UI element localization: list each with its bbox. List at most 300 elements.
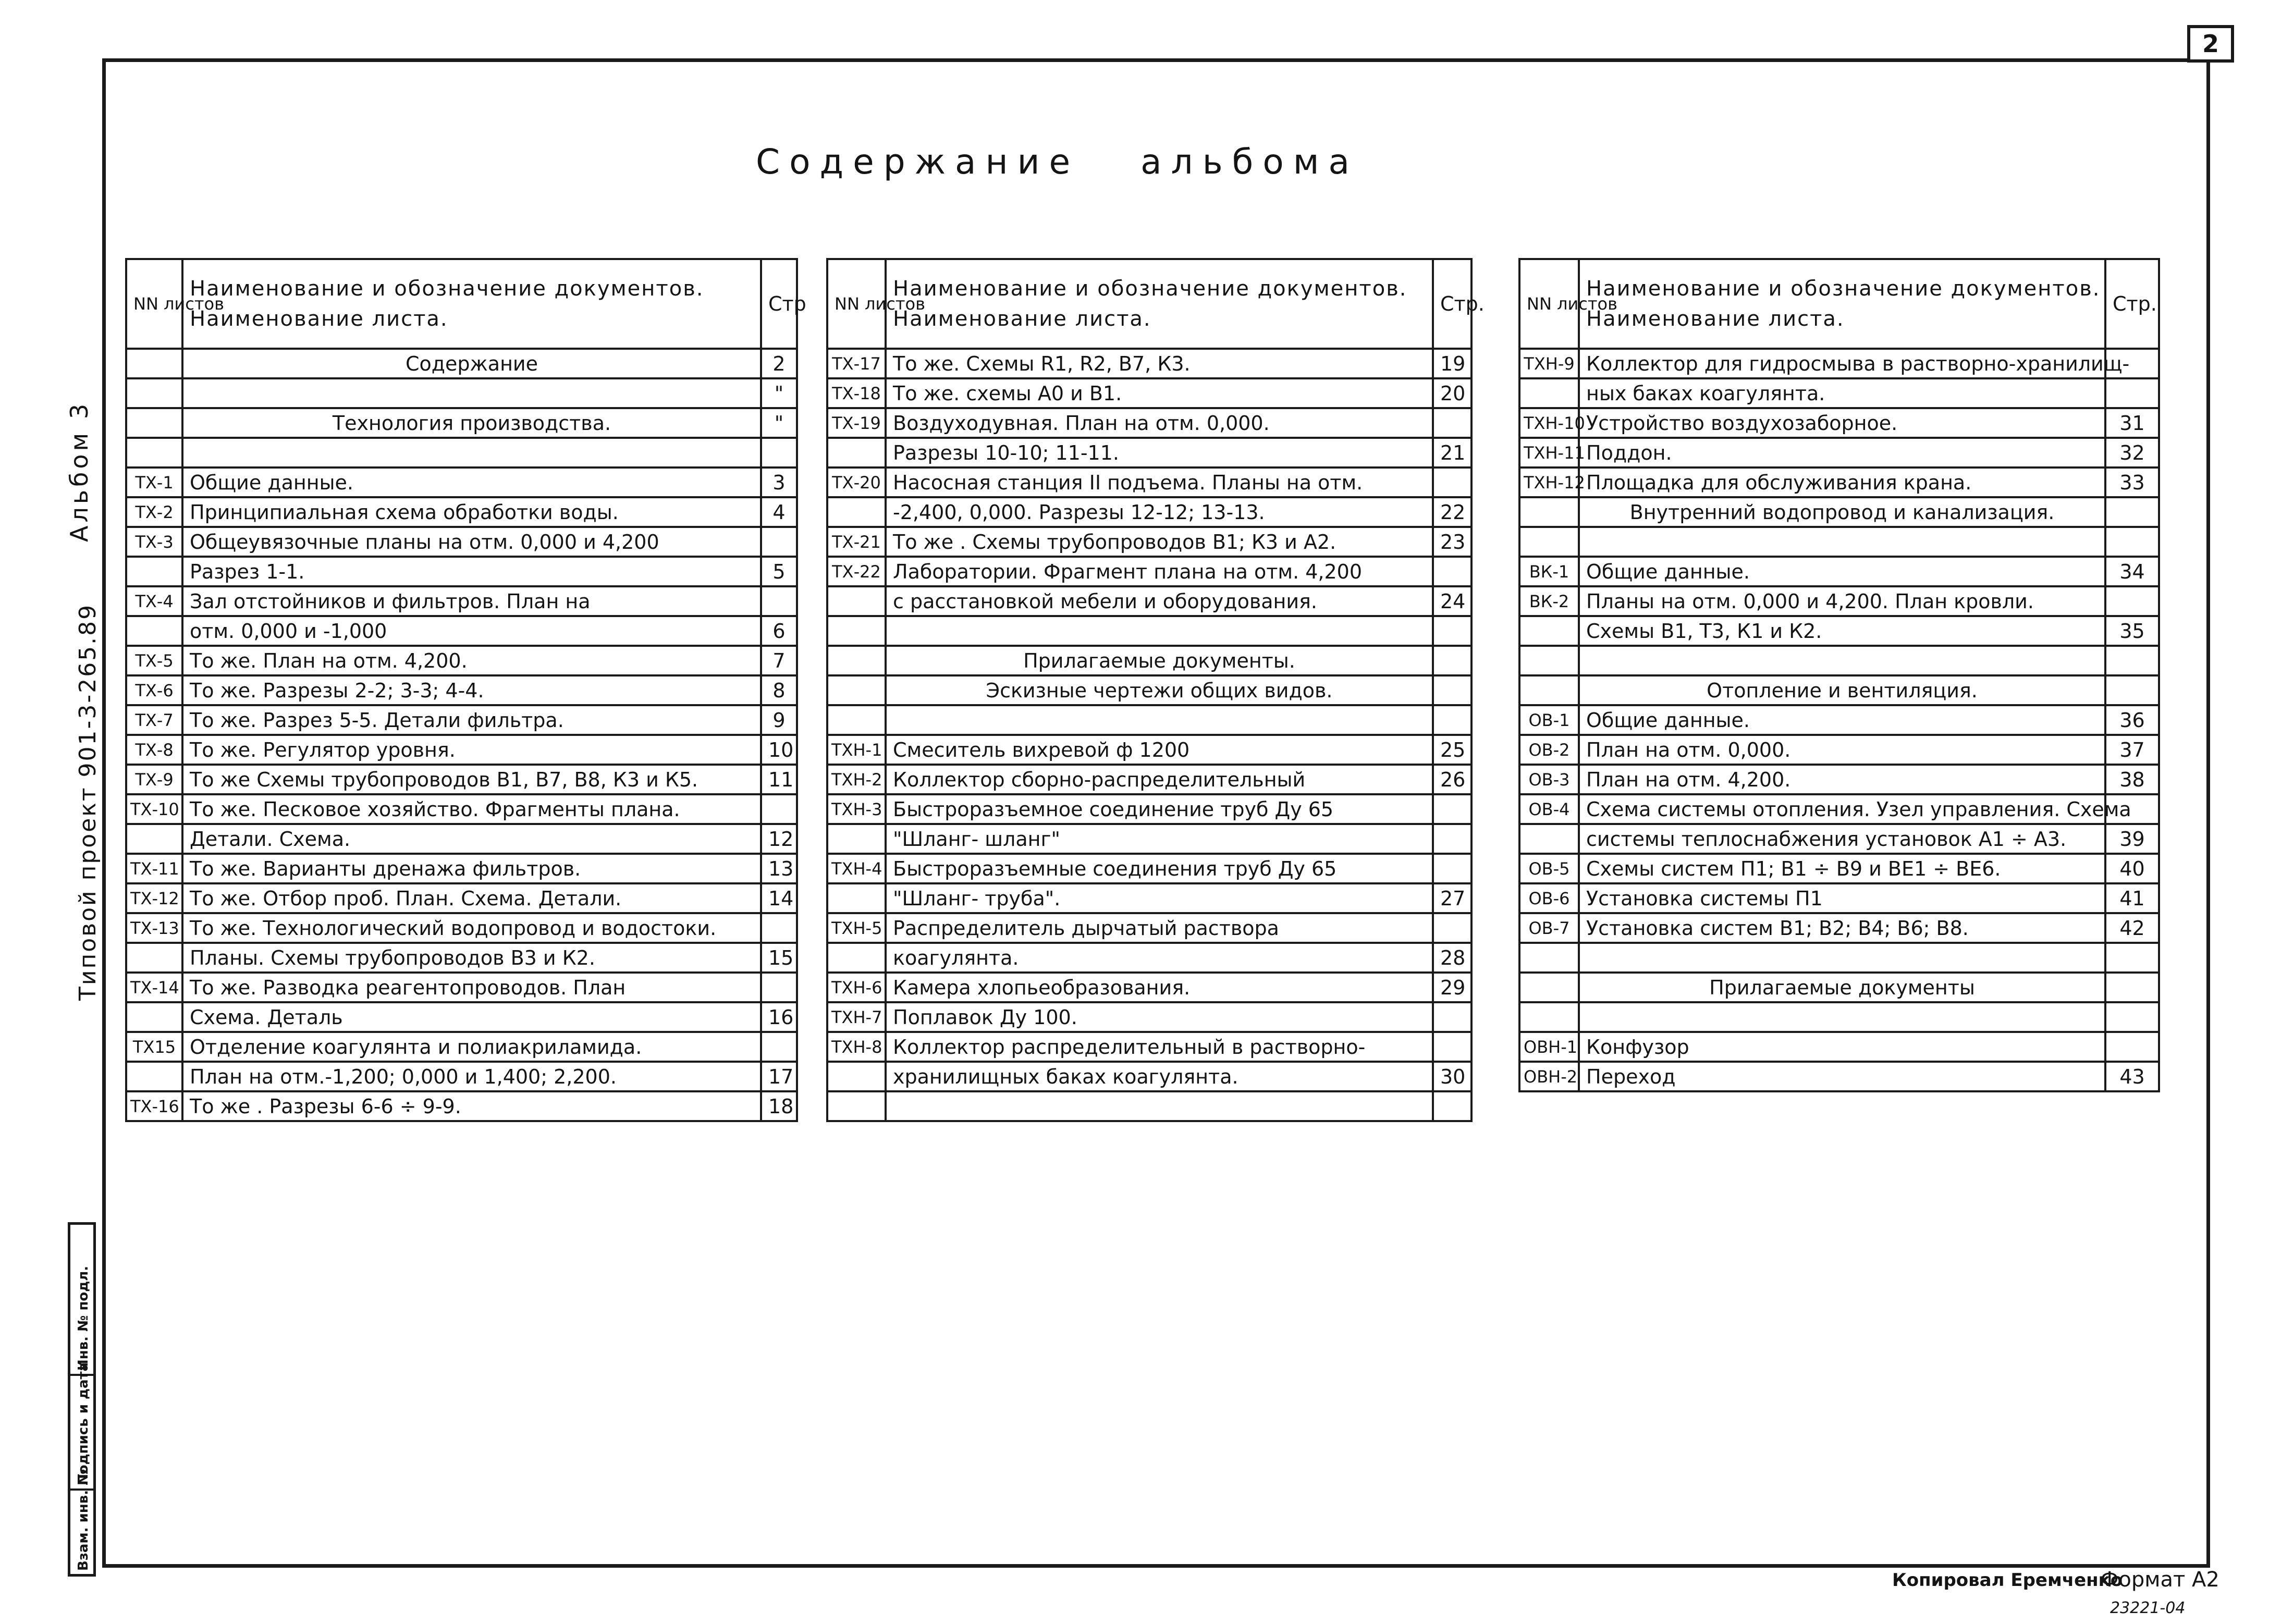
sheet-code-cell: ОВН-2 bbox=[1519, 1062, 1579, 1091]
sheet-code-cell: ТХН-7 bbox=[827, 1002, 886, 1032]
page-number-cell: 31 bbox=[2105, 408, 2159, 438]
sheet-name-cell: Принципиальная схема обработки воды. bbox=[182, 497, 761, 527]
sheet-code-cell: ТХН-4 bbox=[827, 854, 886, 883]
page-number-cell bbox=[1433, 408, 1471, 438]
sheet-name-cell: Распределитель дырчатый раствора bbox=[886, 913, 1433, 943]
sheet-code-cell: ТХ-12 bbox=[126, 883, 182, 913]
sheet-name-cell: Разрез 1-1. bbox=[182, 557, 761, 586]
table-row bbox=[126, 794, 797, 824]
sheet-name-cell: Площадка для обслуживания крана. bbox=[1579, 467, 2105, 497]
table-row bbox=[827, 408, 1471, 438]
sheet-name-cell: Установка систем В1; В2; В4; В6; В8. bbox=[1579, 913, 2105, 943]
sheet-name-cell: То же. Регулятор уровня. bbox=[182, 735, 761, 765]
sheet-name-cell: Конфузор bbox=[1579, 1032, 2105, 1062]
page-number-cell bbox=[1433, 646, 1471, 675]
page-number-cell bbox=[2105, 1032, 2159, 1062]
table-row bbox=[126, 497, 797, 527]
table-row bbox=[126, 349, 797, 378]
sheet-code-cell: ТХ-5 bbox=[126, 646, 182, 675]
page-number-cell: 16 bbox=[761, 1002, 797, 1032]
header-name: Наименование и обозначение документов. Наименование листа. bbox=[182, 259, 761, 349]
table-row bbox=[126, 854, 797, 883]
page-number-cell: 39 bbox=[2105, 824, 2159, 854]
table-row bbox=[126, 646, 797, 675]
sheet-name-cell: Планы. Схемы трубопроводов В3 и К2. bbox=[182, 943, 761, 973]
sheet-name-cell: То же. Разводка реагентопроводов. План bbox=[182, 973, 761, 1002]
header-nn: NN листов bbox=[126, 259, 182, 349]
table-row bbox=[126, 1062, 797, 1091]
table-row bbox=[1519, 675, 2159, 705]
sheet-code-cell: ОВ-2 bbox=[1519, 735, 1579, 765]
table-row bbox=[827, 794, 1471, 824]
sheet-code-cell: ТХ-13 bbox=[126, 913, 182, 943]
header-page: Стр bbox=[761, 259, 797, 349]
sheet-code-cell bbox=[126, 1062, 182, 1091]
table-row bbox=[1519, 408, 2159, 438]
sheet-code-cell: ТХН-5 bbox=[827, 913, 886, 943]
page-number-cell: 43 bbox=[2105, 1062, 2159, 1091]
sheet-name-cell: То же Схемы трубопроводов В1, В7, В8, К3 и К5. bbox=[182, 765, 761, 794]
sheet-code-cell: ТХН-1 bbox=[827, 735, 886, 765]
sheet-code-cell: ТХ-17 bbox=[827, 349, 886, 378]
sheet-code-cell: ТХ15 bbox=[126, 1032, 182, 1062]
sheet-name-cell: отм. 0,000 и -1,000 bbox=[182, 616, 761, 646]
sheet-code-cell bbox=[827, 1091, 886, 1121]
sheet-name-cell: Воздуходувная. План на отм. 0,000. bbox=[886, 408, 1433, 438]
table-row bbox=[126, 765, 797, 794]
header-page: Стр. bbox=[1433, 259, 1471, 349]
sheet-name-cell: -2,400, 0,000. Разрезы 12-12; 13-13. bbox=[886, 497, 1433, 527]
sheet-code-cell: ОВ-3 bbox=[1519, 765, 1579, 794]
page-number-cell: 8 bbox=[761, 675, 797, 705]
sheet-code-cell: ТХН-12 bbox=[1519, 467, 1579, 497]
table-row bbox=[827, 675, 1471, 705]
sheet-name-cell: То же. Песковое хозяйство. Фрагменты плана. bbox=[182, 794, 761, 824]
table-row bbox=[1519, 794, 2159, 824]
sheet-name-cell: Переход bbox=[1579, 1062, 2105, 1091]
sheet-code-cell: ТХ-18 bbox=[827, 378, 886, 408]
sheet-name-cell: Общие данные. bbox=[1579, 557, 2105, 586]
sheet-name-cell: Разрезы 10-10; 11-11. bbox=[886, 438, 1433, 467]
page-number-cell: 42 bbox=[2105, 913, 2159, 943]
sheet-name-cell: Лаборатории. Фрагмент плана на отм. 4,200 bbox=[886, 557, 1433, 586]
stamp-cell bbox=[70, 1469, 93, 1574]
table-row bbox=[126, 705, 797, 735]
sheet-name-cell: То же. схемы А0 и В1. bbox=[886, 378, 1433, 408]
page-number-cell bbox=[2105, 527, 2159, 557]
page-number-cell: " bbox=[761, 378, 797, 408]
page-number-cell: 14 bbox=[761, 883, 797, 913]
sheet-name-cell: Установка системы П1 bbox=[1579, 883, 2105, 913]
contents-table-1 bbox=[125, 258, 806, 1122]
table-row bbox=[126, 1091, 797, 1121]
sheet-name-cell: "Шланг- шланг" bbox=[886, 824, 1433, 854]
contents-table-3 bbox=[1518, 258, 2160, 1092]
page-number-cell: 23 bbox=[1433, 527, 1471, 557]
page-number-cell: " bbox=[761, 408, 797, 438]
page-number-cell: 3 bbox=[761, 467, 797, 497]
sheet-code-cell bbox=[126, 616, 182, 646]
sheet-name-cell bbox=[1579, 1002, 2105, 1032]
sheet-code-cell bbox=[1519, 943, 1579, 973]
sheet-name-cell: То же. Технологический водопровод и водостоки. bbox=[182, 913, 761, 943]
table-row bbox=[827, 349, 1471, 378]
sheet-code-cell bbox=[126, 824, 182, 854]
page-number-cell: 10 bbox=[761, 735, 797, 765]
sheet-code-cell bbox=[827, 705, 886, 735]
page-number-cell bbox=[2105, 1002, 2159, 1032]
page-number-cell bbox=[761, 913, 797, 943]
sheet-code-cell bbox=[827, 586, 886, 616]
page-number-cell bbox=[1433, 794, 1471, 824]
sheet-name-cell: План на отм. 4,200. bbox=[1579, 765, 2105, 794]
sheet-code-cell bbox=[1519, 1002, 1579, 1032]
table-row bbox=[1519, 883, 2159, 913]
page-number-cell: 21 bbox=[1433, 438, 1471, 467]
page-number-cell bbox=[1433, 467, 1471, 497]
table-row bbox=[126, 467, 797, 497]
page-number-cell bbox=[761, 973, 797, 1002]
page-number-cell: 17 bbox=[761, 1062, 797, 1091]
table-row bbox=[1519, 378, 2159, 408]
table-row bbox=[827, 467, 1471, 497]
sheet-code-cell: ТХ-14 bbox=[126, 973, 182, 1002]
table-row bbox=[1519, 349, 2159, 378]
header-page: Стр. bbox=[2105, 259, 2159, 349]
sheet-code-cell bbox=[126, 557, 182, 586]
sheet-name-cell: Насосная станция II подъема. Планы на отм. bbox=[886, 467, 1433, 497]
table-row bbox=[827, 646, 1471, 675]
sheet-name-cell: То же. Отбор проб. План. Схема. Детали. bbox=[182, 883, 761, 913]
sheet-code-cell bbox=[1519, 616, 1579, 646]
sheet-code-cell bbox=[126, 349, 182, 378]
page-number-cell bbox=[1433, 675, 1471, 705]
sheet-code-cell bbox=[827, 883, 886, 913]
header-nn: NN листов bbox=[827, 259, 886, 349]
page-number-cell bbox=[2105, 586, 2159, 616]
table-row bbox=[827, 735, 1471, 765]
sheet-code-cell: ТХ-20 bbox=[827, 467, 886, 497]
sheet-code-cell: ТХ-11 bbox=[126, 854, 182, 883]
sheet-name-cell: Камера хлопьеобразования. bbox=[886, 973, 1433, 1002]
table-row bbox=[827, 705, 1471, 735]
page-number-cell: 37 bbox=[2105, 735, 2159, 765]
table-row bbox=[1519, 1062, 2159, 1091]
page-number-cell: 6 bbox=[761, 616, 797, 646]
page-number-cell bbox=[1433, 824, 1471, 854]
sheet-code-cell: ОВ-6 bbox=[1519, 883, 1579, 913]
page-number-cell: 15 bbox=[761, 943, 797, 973]
sheet-name-cell: коагулянта. bbox=[886, 943, 1433, 973]
sheet-name-cell: Планы на отм. 0,000 и 4,200. План кровли. bbox=[1579, 586, 2105, 616]
page-number-cell: 33 bbox=[2105, 467, 2159, 497]
sheet-name-cell bbox=[886, 1091, 1433, 1121]
sheet-name-cell: План на отм.-1,200; 0,000 и 1,400; 2,200. bbox=[182, 1062, 761, 1091]
table-row bbox=[126, 586, 797, 616]
header-name: Наименование и обозначение документов. Наименование листа. bbox=[886, 259, 1433, 349]
sheet-name-cell: Прилагаемые документы bbox=[1579, 973, 2105, 1002]
table-row bbox=[1519, 616, 2159, 646]
sheet-code-cell bbox=[126, 378, 182, 408]
sheet-name-cell: Быстроразъемное соединение труб Ду 65 bbox=[886, 794, 1433, 824]
page-number-cell bbox=[761, 586, 797, 616]
table-row bbox=[827, 913, 1471, 943]
sheet-name-cell: Внутренний водопровод и канализация. bbox=[1579, 497, 2105, 527]
sheet-name-cell: План на отм. 0,000. bbox=[1579, 735, 2105, 765]
sheet-name-cell: с расстановкой мебели и оборудования. bbox=[886, 586, 1433, 616]
table-row bbox=[827, 883, 1471, 913]
page-number-cell bbox=[761, 527, 797, 557]
sheet-code-cell bbox=[827, 646, 886, 675]
page-number-cell: 9 bbox=[761, 705, 797, 735]
page-number-cell bbox=[2105, 973, 2159, 1002]
page-number-cell: 38 bbox=[2105, 765, 2159, 794]
table-row bbox=[1519, 497, 2159, 527]
sheet-code-cell: ТХН-11 bbox=[1519, 438, 1579, 467]
sheet-code-cell: ОВ-7 bbox=[1519, 913, 1579, 943]
sheet-code-cell bbox=[126, 408, 182, 438]
side-project-label: Типовой проект 901-3-265.89 bbox=[75, 603, 101, 1001]
sheet-code-cell: ТХН-10 bbox=[1519, 408, 1579, 438]
page-number-cell: 34 bbox=[2105, 557, 2159, 586]
sheet-code-cell bbox=[827, 675, 886, 705]
document-number: 23221-04 bbox=[2110, 1599, 2186, 1617]
sheet-name-cell: Устройство воздухозаборное. bbox=[1579, 408, 2105, 438]
table-row bbox=[126, 616, 797, 646]
sheet-name-cell: Поддон. bbox=[1579, 438, 2105, 467]
sheet-code-cell: ТХ-4 bbox=[126, 586, 182, 616]
sheet-name-cell: Общеувязочные планы на отм. 0,000 и 4,200 bbox=[182, 527, 761, 557]
sheet-code-cell: ТХ-21 bbox=[827, 527, 886, 557]
sheet-code-cell bbox=[1519, 824, 1579, 854]
page-title: Содержание альбома bbox=[756, 142, 1359, 182]
sheet-code-cell bbox=[1519, 646, 1579, 675]
table-row bbox=[827, 497, 1471, 527]
stamp-signature-label: Подпись и дата bbox=[76, 1362, 91, 1485]
sheet-code-cell: ВК-1 bbox=[1519, 557, 1579, 586]
table-row bbox=[126, 438, 797, 467]
page-number-cell bbox=[761, 438, 797, 467]
sheet-code-cell: ОВ-1 bbox=[1519, 705, 1579, 735]
sheet-name-cell: Коллектор распределительный в растворно- bbox=[886, 1032, 1433, 1062]
table-row bbox=[126, 1032, 797, 1062]
sheet-name-cell bbox=[886, 616, 1433, 646]
table-row bbox=[1519, 913, 2159, 943]
page-number-cell bbox=[1433, 705, 1471, 735]
sheet-name-cell: Детали. Схема. bbox=[182, 824, 761, 854]
page-number-cell bbox=[2105, 675, 2159, 705]
sheet-code-cell bbox=[1519, 378, 1579, 408]
sheet-code-cell bbox=[126, 943, 182, 973]
sheet-name-cell: Технология производства. bbox=[182, 408, 761, 438]
sheet-code-cell: ТХ-3 bbox=[126, 527, 182, 557]
page-number-cell: 24 bbox=[1433, 586, 1471, 616]
page-number-cell: 2 bbox=[761, 349, 797, 378]
page-number-cell: 4 bbox=[761, 497, 797, 527]
table-row bbox=[126, 675, 797, 705]
page-number-cell: 29 bbox=[1433, 973, 1471, 1002]
sheet-code-cell bbox=[827, 943, 886, 973]
table-row bbox=[126, 408, 797, 438]
table-row bbox=[827, 854, 1471, 883]
sheet-code-cell: ТХН-8 bbox=[827, 1032, 886, 1062]
sheet-name-cell: "Шланг- труба". bbox=[886, 883, 1433, 913]
table-header bbox=[126, 259, 797, 349]
page-number-cell: 25 bbox=[1433, 735, 1471, 765]
table-row bbox=[827, 378, 1471, 408]
sheet-name-cell: То же . Схемы трубопроводов В1; К3 и А2. bbox=[886, 527, 1433, 557]
sheet-code-cell bbox=[827, 438, 886, 467]
page-number-cell: 27 bbox=[1433, 883, 1471, 913]
sheet-name-cell: Коллектор для гидросмыва в растворно-хранилищ- bbox=[1579, 349, 2105, 378]
sheet-code-cell bbox=[1519, 973, 1579, 1002]
table-row bbox=[126, 527, 797, 557]
table-row bbox=[827, 1091, 1471, 1121]
sheet-code-cell: ТХ-10 bbox=[126, 794, 182, 824]
page-number-cell bbox=[1433, 1002, 1471, 1032]
sheet-code-cell: ТХ-16 bbox=[126, 1091, 182, 1121]
sheet-format: Формат А2 bbox=[2101, 1568, 2219, 1592]
side-album-label: Альбом 3 bbox=[65, 400, 93, 542]
sheet-name-cell: Поплавок Ду 100. bbox=[886, 1002, 1433, 1032]
table-row bbox=[1519, 705, 2159, 735]
table-row bbox=[1519, 557, 2159, 586]
table-row bbox=[827, 973, 1471, 1002]
page-number-cell: 40 bbox=[2105, 854, 2159, 883]
table-row bbox=[126, 735, 797, 765]
copied-by: Копировал Еремченко bbox=[1892, 1570, 2123, 1591]
table-row bbox=[1519, 765, 2159, 794]
page-number-cell bbox=[2105, 497, 2159, 527]
page-number-cell: 5 bbox=[761, 557, 797, 586]
sheet-name-cell: То же. Разрез 5-5. Детали фильтра. bbox=[182, 705, 761, 735]
table-row bbox=[126, 824, 797, 854]
contents-table-2 bbox=[826, 258, 1485, 1122]
sheet-code-cell: ТХ-6 bbox=[126, 675, 182, 705]
table-row bbox=[1519, 973, 2159, 1002]
table-row bbox=[126, 378, 797, 408]
sheet-code-cell bbox=[827, 497, 886, 527]
sheet-name-cell: Содержание bbox=[182, 349, 761, 378]
table-row bbox=[126, 883, 797, 913]
sheet-name-cell bbox=[1579, 527, 2105, 557]
table-row bbox=[827, 1032, 1471, 1062]
page-number-cell: 32 bbox=[2105, 438, 2159, 467]
table-row bbox=[1519, 943, 2159, 973]
sheet-code-cell: ТХН-6 bbox=[827, 973, 886, 1002]
page-number-cell bbox=[1433, 854, 1471, 883]
page-number-cell bbox=[1433, 913, 1471, 943]
sheet-name-cell bbox=[182, 378, 761, 408]
sheet-name-cell bbox=[1579, 943, 2105, 973]
sheet-name-cell bbox=[1579, 646, 2105, 675]
sheet-name-cell: Схема системы отопления. Узел управления. Схема bbox=[1579, 794, 2105, 824]
page-number-cell bbox=[761, 794, 797, 824]
table-row bbox=[827, 824, 1471, 854]
sheet-code-cell: ТХН-2 bbox=[827, 765, 886, 794]
sheet-code-cell bbox=[827, 616, 886, 646]
table-row bbox=[1519, 1002, 2159, 1032]
table-row bbox=[1519, 854, 2159, 883]
sheet-name-cell: Схемы систем П1; В1 ÷ В9 и ВЕ1 ÷ ВЕ6. bbox=[1579, 854, 2105, 883]
sheet-name-cell: Схема. Деталь bbox=[182, 1002, 761, 1032]
sheet-number: 2 bbox=[2187, 25, 2234, 63]
stamp-cell bbox=[70, 1225, 93, 1376]
header-nn: NN листов bbox=[1519, 259, 1579, 349]
page-number-cell: 18 bbox=[761, 1091, 797, 1121]
page-number-cell: 35 bbox=[2105, 616, 2159, 646]
page-number-cell: 22 bbox=[1433, 497, 1471, 527]
sheet-code-cell bbox=[827, 824, 886, 854]
sheet-name-cell: ных баках коагулянта. bbox=[1579, 378, 2105, 408]
table-row bbox=[1519, 438, 2159, 467]
page-number-cell bbox=[1433, 1091, 1471, 1121]
sheet-name-cell: То же. Варианты дренажа фильтров. bbox=[182, 854, 761, 883]
page-number-cell: 30 bbox=[1433, 1062, 1471, 1091]
sheet-code-cell: ТХ-19 bbox=[827, 408, 886, 438]
page-number-cell bbox=[761, 1032, 797, 1062]
sheet-code-cell: ТХН-9 bbox=[1519, 349, 1579, 378]
stamp-inv-label: Инв. № подл. bbox=[76, 1265, 91, 1371]
sheet-code-cell: ТХ-7 bbox=[126, 705, 182, 735]
table-row bbox=[827, 557, 1471, 586]
page-number-cell bbox=[2105, 378, 2159, 408]
table-row bbox=[827, 586, 1471, 616]
page-number-cell bbox=[2105, 943, 2159, 973]
sheet-code-cell: ОВН-1 bbox=[1519, 1032, 1579, 1062]
sheet-name-cell: Эскизные чертежи общих видов. bbox=[886, 675, 1433, 705]
page-number-cell: 36 bbox=[2105, 705, 2159, 735]
page-number-cell: 19 bbox=[1433, 349, 1471, 378]
table-row bbox=[827, 943, 1471, 973]
sheet-name-cell: системы теплоснабжения установок А1 ÷ А3. bbox=[1579, 824, 2105, 854]
table-row bbox=[1519, 1032, 2159, 1062]
table-row bbox=[827, 527, 1471, 557]
stamp-replace-label: Взам. инв. № bbox=[76, 1469, 91, 1571]
table-row bbox=[1519, 467, 2159, 497]
sheet-name-cell: Схемы В1, Т3, К1 и К2. bbox=[1579, 616, 2105, 646]
page-number-cell: 20 bbox=[1433, 378, 1471, 408]
sheet-name-cell: Быстроразъемные соединения труб Ду 65 bbox=[886, 854, 1433, 883]
sheet-name-cell bbox=[886, 705, 1433, 735]
sheet-name-cell: То же . Разрезы 6-6 ÷ 9-9. bbox=[182, 1091, 761, 1121]
sheet-code-cell: ОВ-5 bbox=[1519, 854, 1579, 883]
page-number-cell: 12 bbox=[761, 824, 797, 854]
page-number-cell: 26 bbox=[1433, 765, 1471, 794]
sheet-code-cell: ОВ-4 bbox=[1519, 794, 1579, 824]
sheet-code-cell bbox=[827, 1062, 886, 1091]
table-row bbox=[827, 616, 1471, 646]
sheet-code-cell: ТХ-9 bbox=[126, 765, 182, 794]
sheet-code-cell bbox=[1519, 527, 1579, 557]
sheet-name-cell: То же. План на отм. 4,200. bbox=[182, 646, 761, 675]
sheet-name-cell: То же. Разрезы 2-2; 3-3; 4-4. bbox=[182, 675, 761, 705]
table-row bbox=[1519, 735, 2159, 765]
sheet-code-cell bbox=[1519, 675, 1579, 705]
sheet-name-cell: Общие данные. bbox=[182, 467, 761, 497]
sheet-code-cell: ТХ-2 bbox=[126, 497, 182, 527]
table-row bbox=[1519, 527, 2159, 557]
sheet-name-cell: хранилищных баках коагулянта. bbox=[886, 1062, 1433, 1091]
table-row bbox=[1519, 824, 2159, 854]
table-header bbox=[827, 259, 1471, 349]
sheet-name-cell bbox=[182, 438, 761, 467]
table-row bbox=[1519, 646, 2159, 675]
sheet-code-cell: ТХ-1 bbox=[126, 467, 182, 497]
table-row bbox=[126, 913, 797, 943]
page-number-cell: 13 bbox=[761, 854, 797, 883]
table-row bbox=[1519, 586, 2159, 616]
